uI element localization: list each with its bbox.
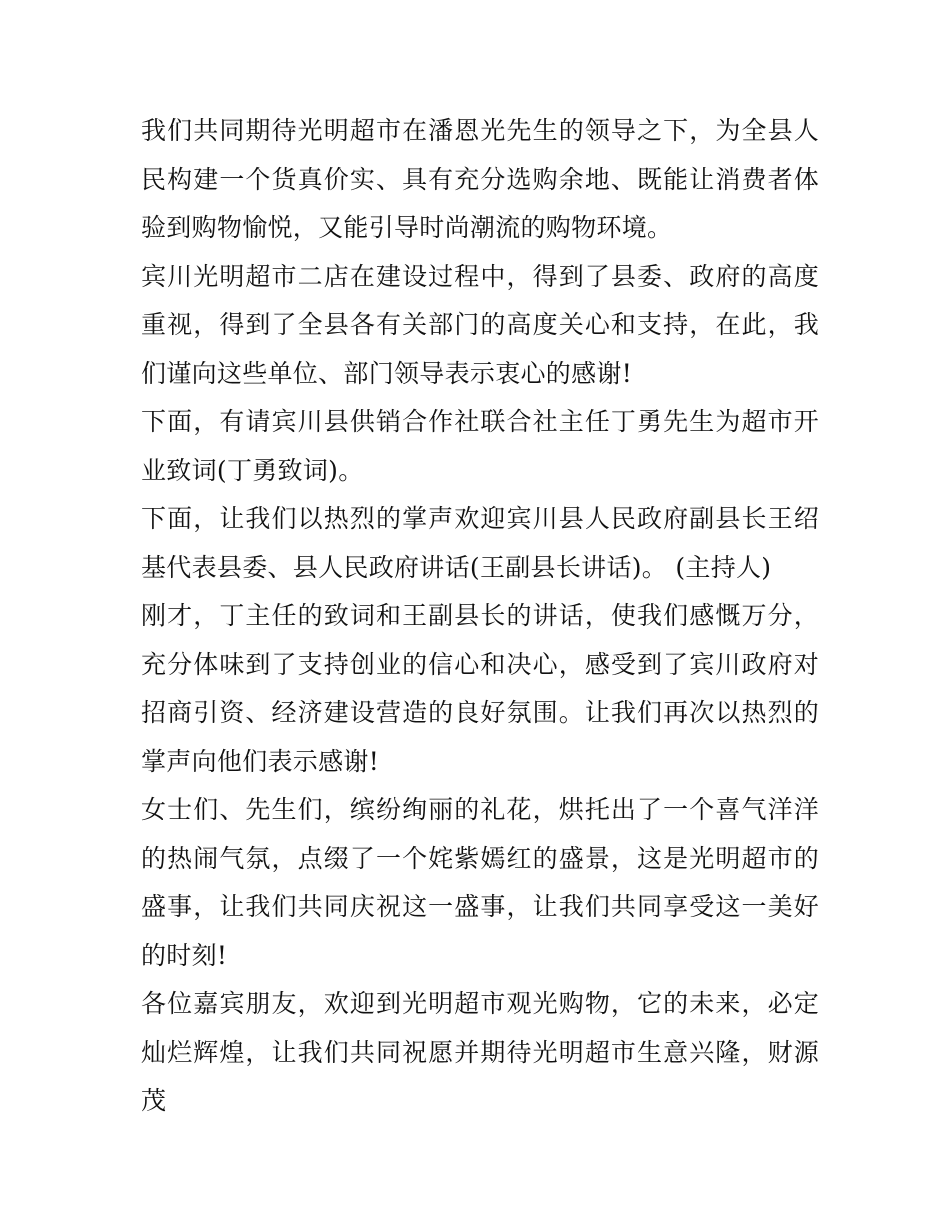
paragraph-thanks: 宾川光明超市二店在建设过程中，得到了县委、政府的高度重视，得到了全县各有关部门的高度关心和支持，在此，我们谨向这些单位、部门领导表示衷心的感谢! xyxy=(141,261,819,388)
paragraph-director-speech: 下面，有请宾川县供销合作社联合社主任丁勇先生为超市开业致词(丁勇致词)。 xyxy=(141,407,819,485)
paragraph-celebration: 女士们、先生们，缤纷绚丽的礼花，烘托出了一个喜气洋洋的热闹气氛，点缀了一个姹紫嫣红的盛景，这是光明超市的盛事，让我们共同庆祝这一盛事，让我们共同享受这一美好的时刻! xyxy=(141,795,819,970)
paragraph-vice-county-speech: 下面，让我们以热烈的掌声欢迎宾川县人民政府副县长王绍基代表县委、县人民政府讲话(王副县长讲话)。 (主持人) xyxy=(141,504,819,582)
paragraph-expectation: 我们共同期待光明超市在潘恩光先生的领导之下，为全县人民构建一个货真价实、具有充分选购余地、既能让消费者体验到购物愉悦，又能引导时尚潮流的购物环境。 xyxy=(141,116,819,242)
paragraph-welcome: 各位嘉宾朋友，欢迎到光明超市观光购物，它的未来，必定灿烂辉煌，让我们共同祝愿并期待光明超市生意兴隆，财源茂 xyxy=(141,989,819,1115)
document-body xyxy=(141,107,819,1126)
paragraph-reflection: 刚才，丁主任的致词和王副县长的讲话，使我们感慨万分，充分体味到了支持创业的信心和决心，感受到了宾川政府对招商引资、经济建设营造的良好氛围。让我们再次以热烈的掌声向他们表示感谢! xyxy=(141,601,819,776)
